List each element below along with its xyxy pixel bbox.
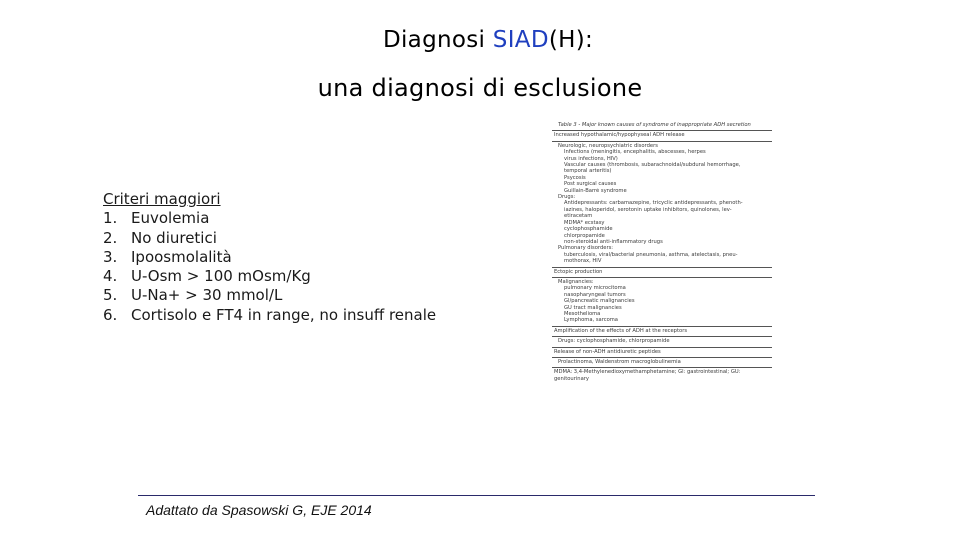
table-row: chlorpropamide <box>564 232 605 239</box>
criteria-heading: Criteri maggiori <box>103 190 221 208</box>
criteria-item-number: 4. <box>103 267 118 286</box>
table-row: Psycosis <box>564 174 586 181</box>
title-prefix: Diagnosi <box>382 27 493 53</box>
table-caption: Table 3 - Major known causes of syndrome of inappropriate ADH secretion <box>558 122 751 128</box>
criteria-item <box>103 209 436 228</box>
criteria-item <box>103 248 436 267</box>
table-row: Neurologic, neuropsychiatric disorders <box>558 142 658 149</box>
source-citation: Adattato da Spasowski G, EJE 2014 <box>146 502 372 518</box>
table-row: Drugs: cyclophosphamide, chlorpropamide <box>558 338 670 345</box>
table-row: Prolactinoma, Waldenstrom macroglobulinemia <box>558 359 681 365</box>
table-row: Ectopic production <box>554 268 603 275</box>
table-row: Mesothelioma <box>564 310 601 317</box>
criteria-item-number: 5. <box>103 286 118 305</box>
criteria-item-text: U-Na+ > 30 mmol/L <box>131 286 283 305</box>
table-row: temporal arteritis) <box>564 168 612 175</box>
criteria-item <box>103 267 436 286</box>
table-rule <box>552 347 772 348</box>
criteria-item-number: 1. <box>103 209 118 228</box>
table-rule <box>552 326 772 327</box>
criteria-item-text: Ipoosmolalità <box>131 247 232 266</box>
page-subtitle: una diagnosi di esclusione <box>317 74 643 102</box>
table-row: Malignancies: <box>558 278 594 285</box>
title-suffix: (H): <box>548 27 594 53</box>
table-row: Release of non-ADH antidiuretic peptides <box>554 348 661 355</box>
criteria-item-text: U-Osm > 100 mOsm/Kg <box>131 267 311 286</box>
criteria-item-number: 6. <box>103 305 118 324</box>
table-row: pulmonary microcitoma <box>564 285 626 292</box>
table-row: iazines, haloperidol, serotonin uptake inhibitors, quinolones, lev- <box>564 206 732 213</box>
table-row: Pulmonary disorders: <box>558 245 614 252</box>
table-row: Drugs: <box>558 194 576 201</box>
causes-table-image <box>552 122 772 462</box>
table-row: Infections (meningitis, encephalitis, abscesses, herpes <box>564 149 706 156</box>
criteria-item-text: Cortisolo e FT4 in range, no insuff renale <box>131 305 437 324</box>
table-row: Gl/pancreatic malignancies <box>564 298 635 305</box>
table-row: Increased hypothalamic/hypophyseal ADH release <box>554 132 685 139</box>
table-row: genitourinary <box>554 375 589 382</box>
table-row: cyclophosphamide <box>564 226 613 233</box>
criteria-item-number: 2. <box>103 228 118 247</box>
table-row: Antidepressants: carbamazepine, tricyclic antidepressants, phenoth- <box>564 200 743 207</box>
criteria-item <box>103 286 436 305</box>
table-row: Lymphoma, sarcoma <box>564 317 618 324</box>
table-row: etiracetam <box>564 213 593 220</box>
criteria-items <box>103 209 436 325</box>
criteria-item-text: No diuretici <box>131 228 217 247</box>
title-accent-siad: SIAD <box>492 27 549 53</box>
table-row: Amplification of the effects of ADH at the receptors <box>554 327 688 334</box>
table-row: non-steroidal anti-inflammatory drugs <box>564 238 663 245</box>
table-rule <box>552 367 772 368</box>
criteria-item <box>103 306 436 325</box>
table-row: Post surgical causes <box>564 181 617 188</box>
table-rule <box>552 357 772 358</box>
criteria-item-text: Euvolemia <box>131 209 210 228</box>
table-rule <box>552 277 772 278</box>
table-rule <box>552 267 772 268</box>
table-rule <box>552 336 772 337</box>
table-row: mothorax, HIV <box>564 258 602 265</box>
table-row: Vascular causes (thrombosis, subarachnoidal/subdural hemorrhage, <box>564 162 741 169</box>
footer-divider <box>138 495 815 496</box>
table-row: virus infections, HIV) <box>564 155 618 162</box>
table-row: tuberculosis, viral/bacterial pneumonia, asthma, atelectasis, pneu- <box>564 251 738 258</box>
criteria-item <box>103 229 436 248</box>
page-title <box>8 27 960 53</box>
table-row: MDMA* ecstasy <box>564 219 605 226</box>
table-row: Guillain-Barré syndrome <box>564 187 627 194</box>
table-row: GU tract malignancies <box>564 304 622 311</box>
table-row: nasopharyngeal tumors <box>564 291 626 298</box>
table-rule <box>552 141 772 142</box>
table-rule <box>552 130 772 131</box>
criteria-item-number: 3. <box>103 247 118 266</box>
table-row: MDMA: 3,4-Methylenedioxymethamphetamine; Gl: gastrointestinal; GU: <box>554 369 741 376</box>
table-rows <box>552 130 772 382</box>
criteria-list <box>103 190 436 325</box>
